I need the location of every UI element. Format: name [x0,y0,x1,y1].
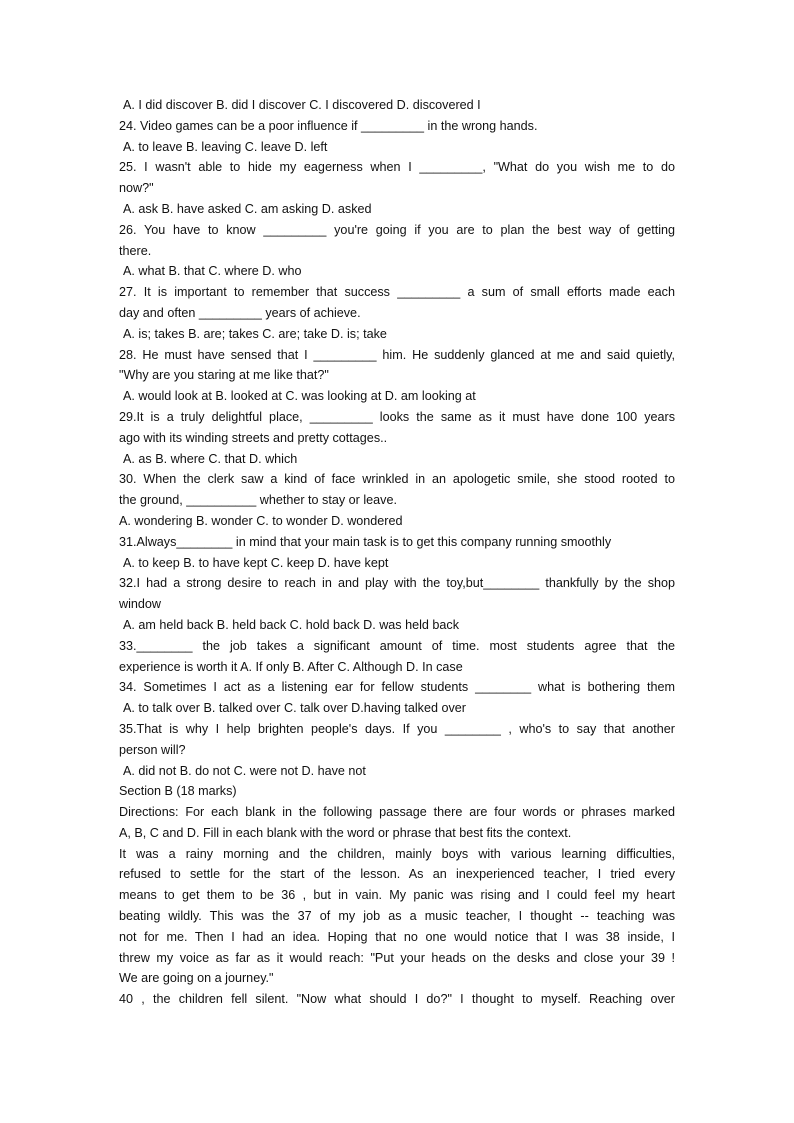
text-line: 27. It is important to remember that success _________ a sum of small efforts made each [119,285,675,300]
text-line: A. would look at B. looked at C. was looking at D. am looking at [123,389,476,404]
text-line: refused to settle for the start of the lesson. As an inexperienced teacher, I tried every [119,867,675,882]
text-line: A, B, C and D. Fill in each blank with the word or phrase that best fits the context. [119,825,572,840]
text-line: We are going on a journey." [119,971,274,986]
text-line: Section B (18 marks) [119,784,237,799]
text-line: A. is; takes B. are; takes C. are; take D. is; take [123,326,387,341]
text-line: A. am held back B. held back C. hold back D. was held back [123,617,460,632]
text-line: A. as B. where C. that D. which [123,451,298,466]
text-line: 24. Video games can be a poor influence if _________ in the wrong hands. [119,118,538,133]
text-line: threw my voice as far as it would reach: "Put your heads on the desks and close your 39 ! [119,950,675,965]
text-line: A. I did discover B. did I discover C. I discovered D. discovered I [123,98,481,112]
text-line: 29.It is a truly delightful place, _________ looks the same as it must have done 100 years [119,409,675,424]
text-line: 35.That is why I help brighten people's days. If you ________ , who's to say that another [119,721,675,736]
text-line: A. wondering B. wonder C. to wonder D. wondered [119,513,403,528]
text-line: 31.Always________ in mind that your main task is to get this company running smoothly [119,534,612,549]
text-line: A. ask B. have asked C. am asking D. asked [123,201,372,216]
text-line: A. to keep B. to have kept C. keep D. have kept [123,555,389,570]
text-line: It was a rainy morning and the children, mainly boys with various learning difficulties, [119,846,675,861]
text-line: day and often _________ years of achieve. [119,305,361,320]
document-body [119,95,675,1010]
text-line: experience is worth it A. If only B. After C. Although D. In case [119,659,463,674]
text-line: 30. When the clerk saw a kind of face wrinkled in an apologetic smile, she stood rooted to [119,472,675,487]
text-line: beating wildly. This was the 37 of my job as a music teacher, I thought -- teaching was [119,909,675,924]
text-line: 34. Sometimes I act as a listening ear for fellow students ________ what is bothering them [119,680,675,695]
text-line: Directions: For each blank in the following passage there are four words or phrases marked [119,805,675,820]
text-line: 26. You have to know _________ you're going if you are to plan the best way of getting [119,222,675,237]
text-line: the ground, __________ whether to stay or leave. [119,493,397,508]
text-line: A. did not B. do not C. were not D. have not [123,763,366,778]
text-line: 28. He must have sensed that I _________ him. He suddenly glanced at me and said quietly, [119,347,675,362]
text-line: not for me. Then I had an idea. Hoping that no one would notice that I was 38 inside, I [119,929,675,944]
text-line: 32.I had a strong desire to reach in and play with the toy,but________ thankfully by the shop [119,576,675,591]
text-line: "Why are you staring at me like that?" [119,368,329,383]
text-line: A. to talk over B. talked over C. talk over D.having talked over [123,701,466,716]
text-line: A. what B. that C. where D. who [123,264,302,279]
text-line: window [119,597,161,612]
text-line: person will? [119,742,186,757]
text-line: 40 , the children fell silent. "Now what should I do?" I thought to myself. Reaching over [119,992,675,1007]
text-line: now?" [119,181,154,196]
text-line: 33.________ the job takes a significant amount of time. most students agree that the [119,638,675,653]
text-line: ago with its winding streets and pretty cottages.. [119,430,388,445]
text-line: A. to leave B. leaving C. leave D. left [123,139,328,154]
text-line: 25. I wasn't able to hide my eagerness when I _________, "What do you wish me to do [119,160,675,175]
text-line: there. [119,243,152,258]
text-line: means to get them to be 36 , but in vain. My panic was rising and I could feel my heart [119,888,675,903]
